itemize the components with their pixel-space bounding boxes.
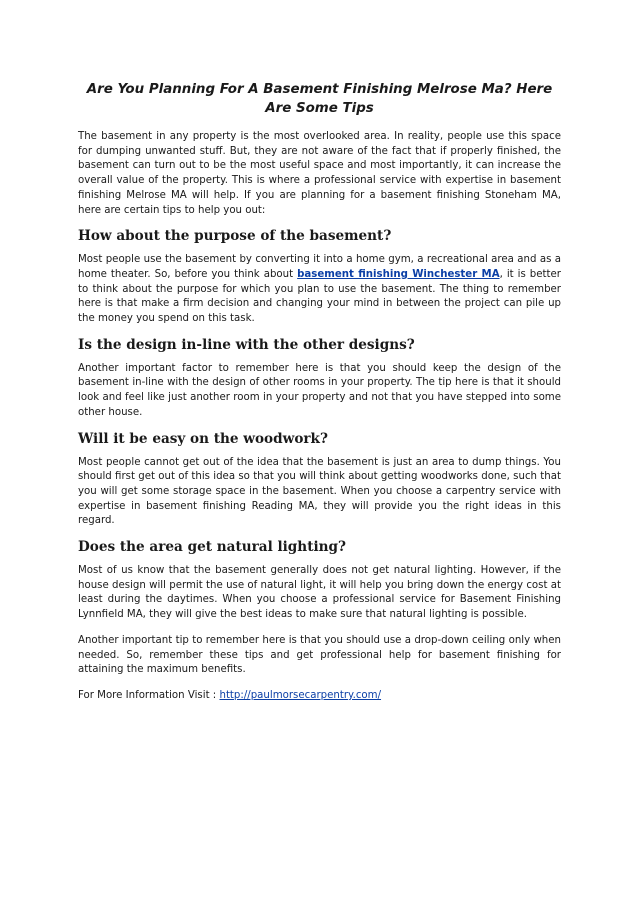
footer-label: For More Information Visit : — [78, 689, 220, 701]
website-link[interactable]: http://paulmorsecarpentry.com/ — [219, 689, 382, 701]
section-body-woodwork: Most people cannot get out of the idea that the basement is just an area to dump things. You should first get out of this idea so that you will think about getting woodworks done, such that you will get some storage space in the basement. When you choose a carpentry service with expertise in basement finishing Reading MA, they will provide you the right ideas in this regard. — [78, 456, 561, 527]
document-title: Are You Planning For A Basement Finishing Melrose Ma? Here Are Some Tips — [86, 82, 553, 116]
purpose-text-before-link: Most people use the basement by converting it into a home gym, a recreational area and as a home theater. So, before you think about — [78, 254, 561, 280]
section-heading-lighting: Does the area get natural lighting? — [78, 539, 346, 556]
section-heading-purpose: How about the purpose of the basement? — [78, 228, 392, 245]
section-body-ceiling: Another important tip to remember here is that you should use a drop-down ceiling only when needed. So, remember these tips and get professional help for basement finishing for attaining the maximum benefits. — [78, 634, 561, 676]
footer-line — [78, 689, 561, 704]
section-body-lighting: Most of us know that the basement generally does not get natural lighting. However, if the house design will permit the use of natural light, it will help you bring down the energy cost at least during the daytimes. When you choose a professional service for Basement Finishing Lynnfield MA, they will give the best ideas to make sure that natural lighting is possible. — [78, 565, 561, 621]
intro-paragraph: The basement in any property is the most overlooked area. In reality, people use this space for dumping unwanted stuff. But, they are not aware of the fact that if properly finished, the basement can turn out to be the most useful space and most importantly, it can increase the overall value of the property. This is where a professional service with expertise in basement finishing Melrose MA will help. If you are planning for a basement finishing Stoneham MA, here are certain tips to help you out: — [78, 131, 561, 216]
winchester-link[interactable]: basement finishing Winchester MA — [297, 268, 500, 280]
section-heading-design: Is the design in-line with the other designs? — [78, 336, 415, 353]
purpose-text-after-link: , it is better to think about the purpose for which you plan to use the basement. The thing to remember here is that make a firm decision and changing your mind in between the project can pile up the money you spend on this task. — [78, 268, 561, 325]
section-heading-woodwork: Will it be easy on the woodwork? — [78, 430, 328, 447]
section-body-design: Another important factor to remember here is that you should keep the design of the basement in-line with the design of other rooms in your property. The tip here is that it should look and feel like just another room in your property and not that you have stepped into some other house. — [78, 362, 561, 418]
section-body-purpose — [78, 253, 561, 327]
